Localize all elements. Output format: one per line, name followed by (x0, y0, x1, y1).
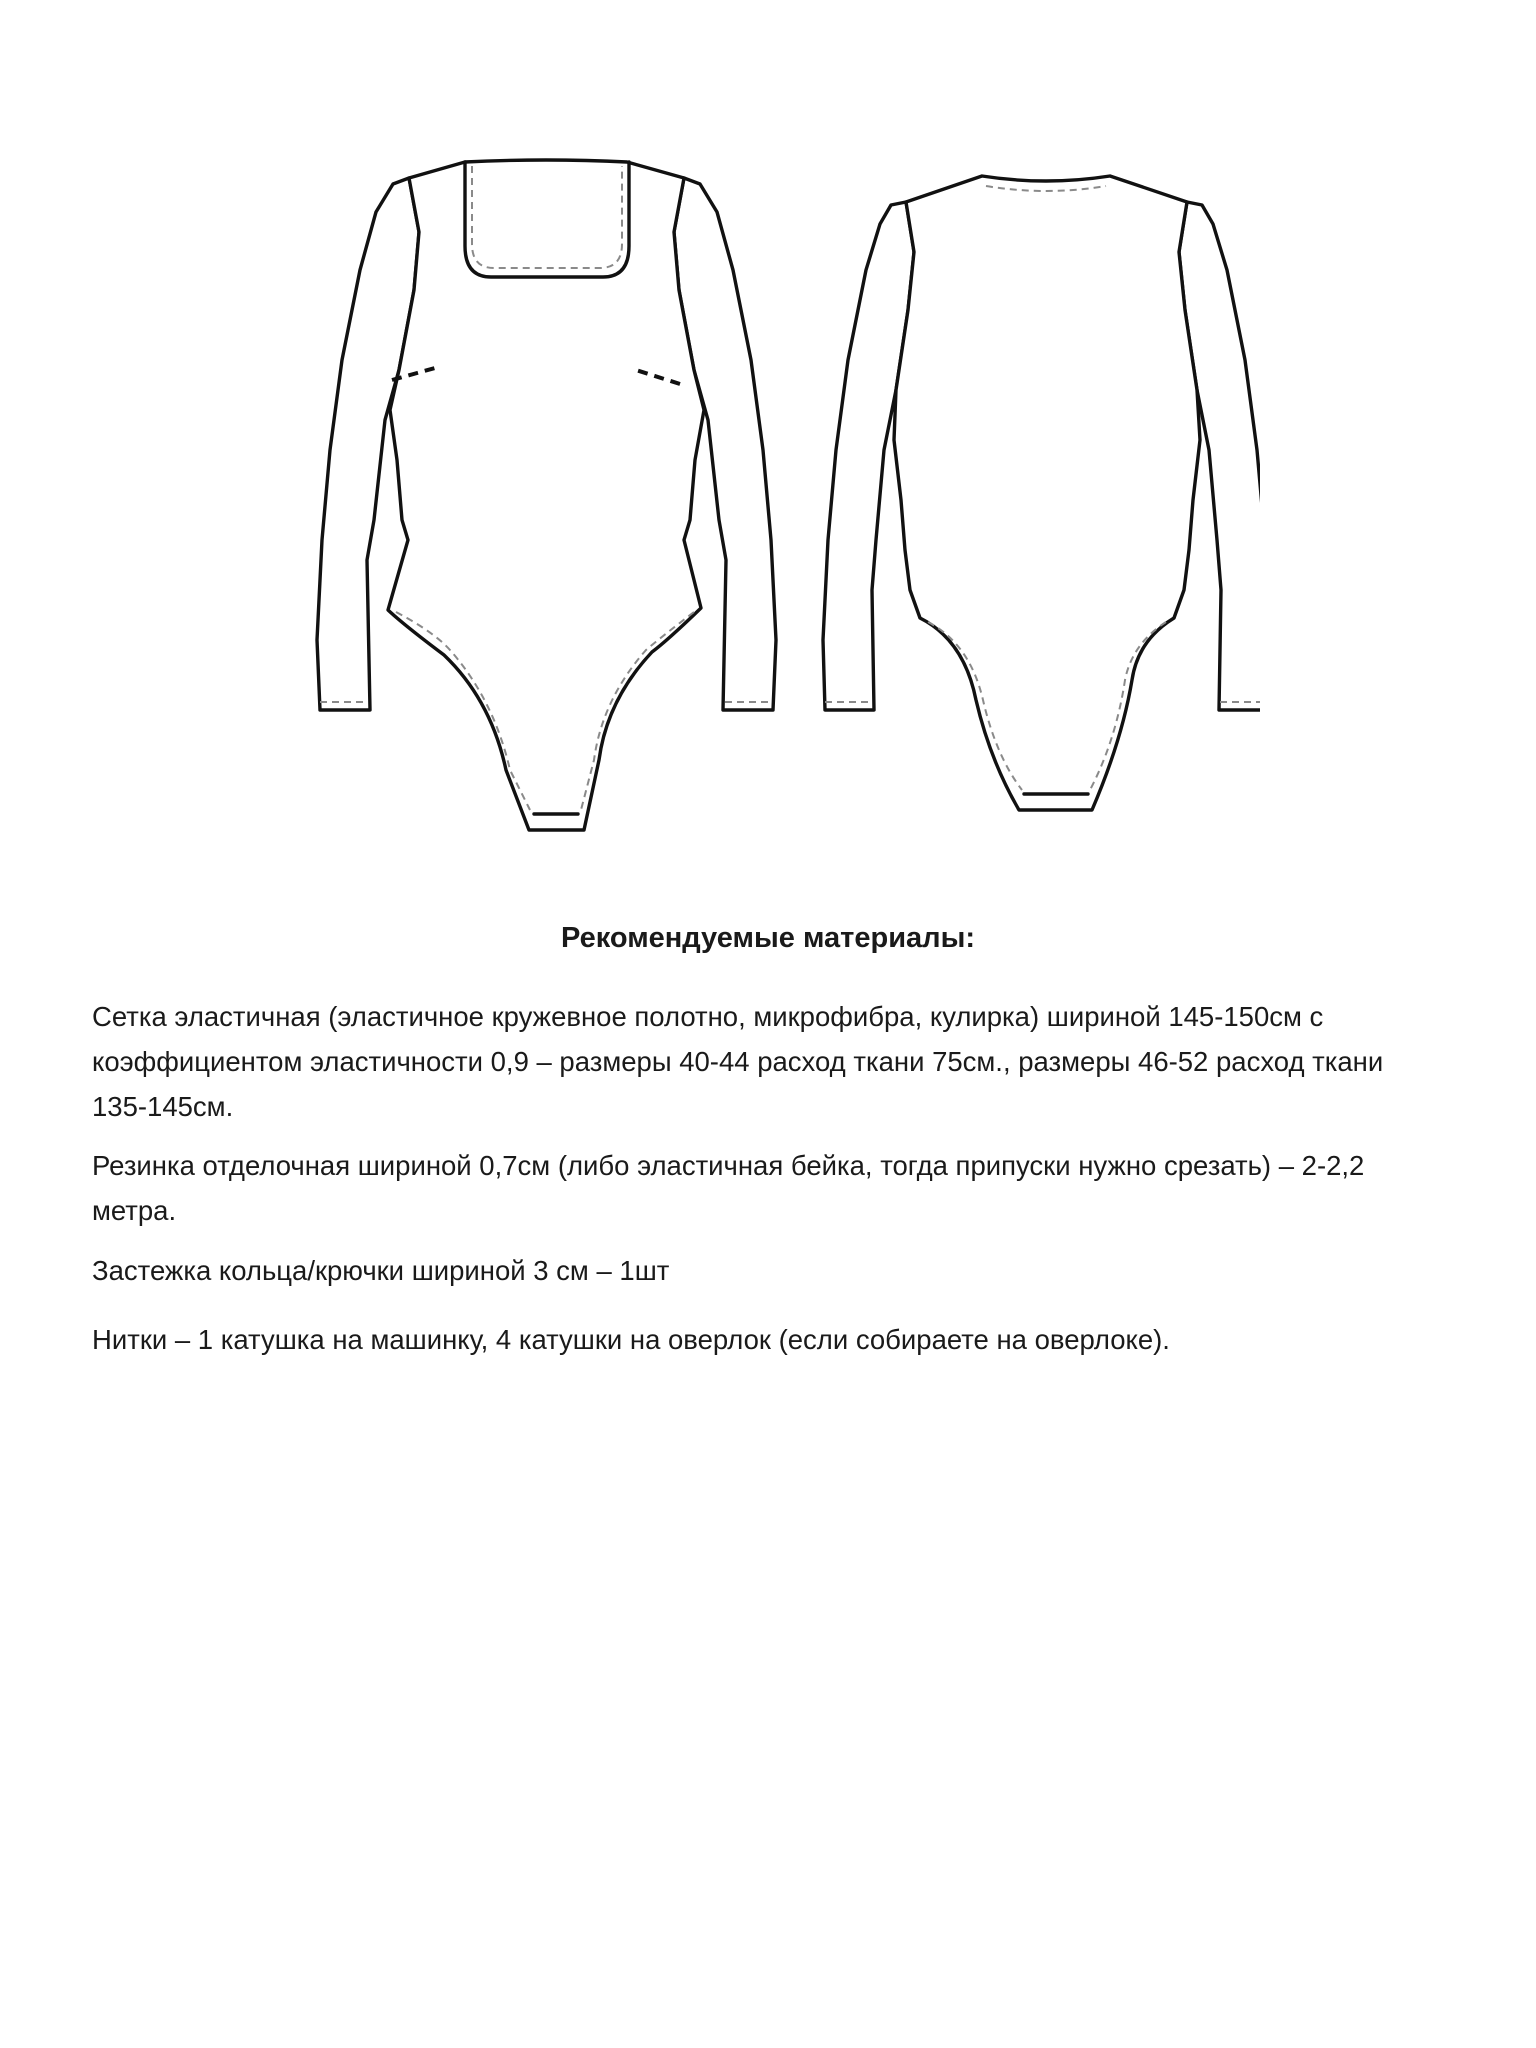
fabric-line-1: Сетка эластичная (эластичное кружевное полотно, микрофибра, кулирка) шириной 145-150см с (92, 1001, 1324, 1032)
fabric-line-2: коэффициентом эластичности 0,9 – размеры 40-44 расход ткани 75см., размеры 46-52 расход ткани (92, 1046, 1384, 1077)
front-body (388, 160, 704, 830)
elastic-line-2: метра. (92, 1195, 177, 1226)
fastener-line-1: Застежка кольца/крючки шириной 3 см – 1шт (92, 1255, 670, 1286)
front-view (317, 160, 776, 830)
fabric-line-3: 135-145см. (92, 1091, 234, 1122)
elastic-line-1: Резинка отделочная шириной 0,7см (либо эластичная бейка, тогда припуски нужно срезать) – 2-2,2 (92, 1150, 1365, 1181)
threads-paragraph (92, 1317, 1492, 1362)
materials-heading: Рекомендуемые материалы: (560, 922, 975, 954)
technical-sketch (280, 120, 1260, 860)
elastic-paragraph (92, 1143, 1492, 1233)
threads-line-1: Нитки – 1 катушка на машинку, 4 катушки на оверлок (если собираете на оверлоке). (92, 1324, 1170, 1355)
back-view (823, 176, 1260, 810)
bodysuit-sketch-svg (280, 120, 1260, 860)
fabric-paragraph (92, 994, 1492, 1129)
fastener-paragraph (92, 1248, 1492, 1293)
back-body (894, 176, 1200, 810)
